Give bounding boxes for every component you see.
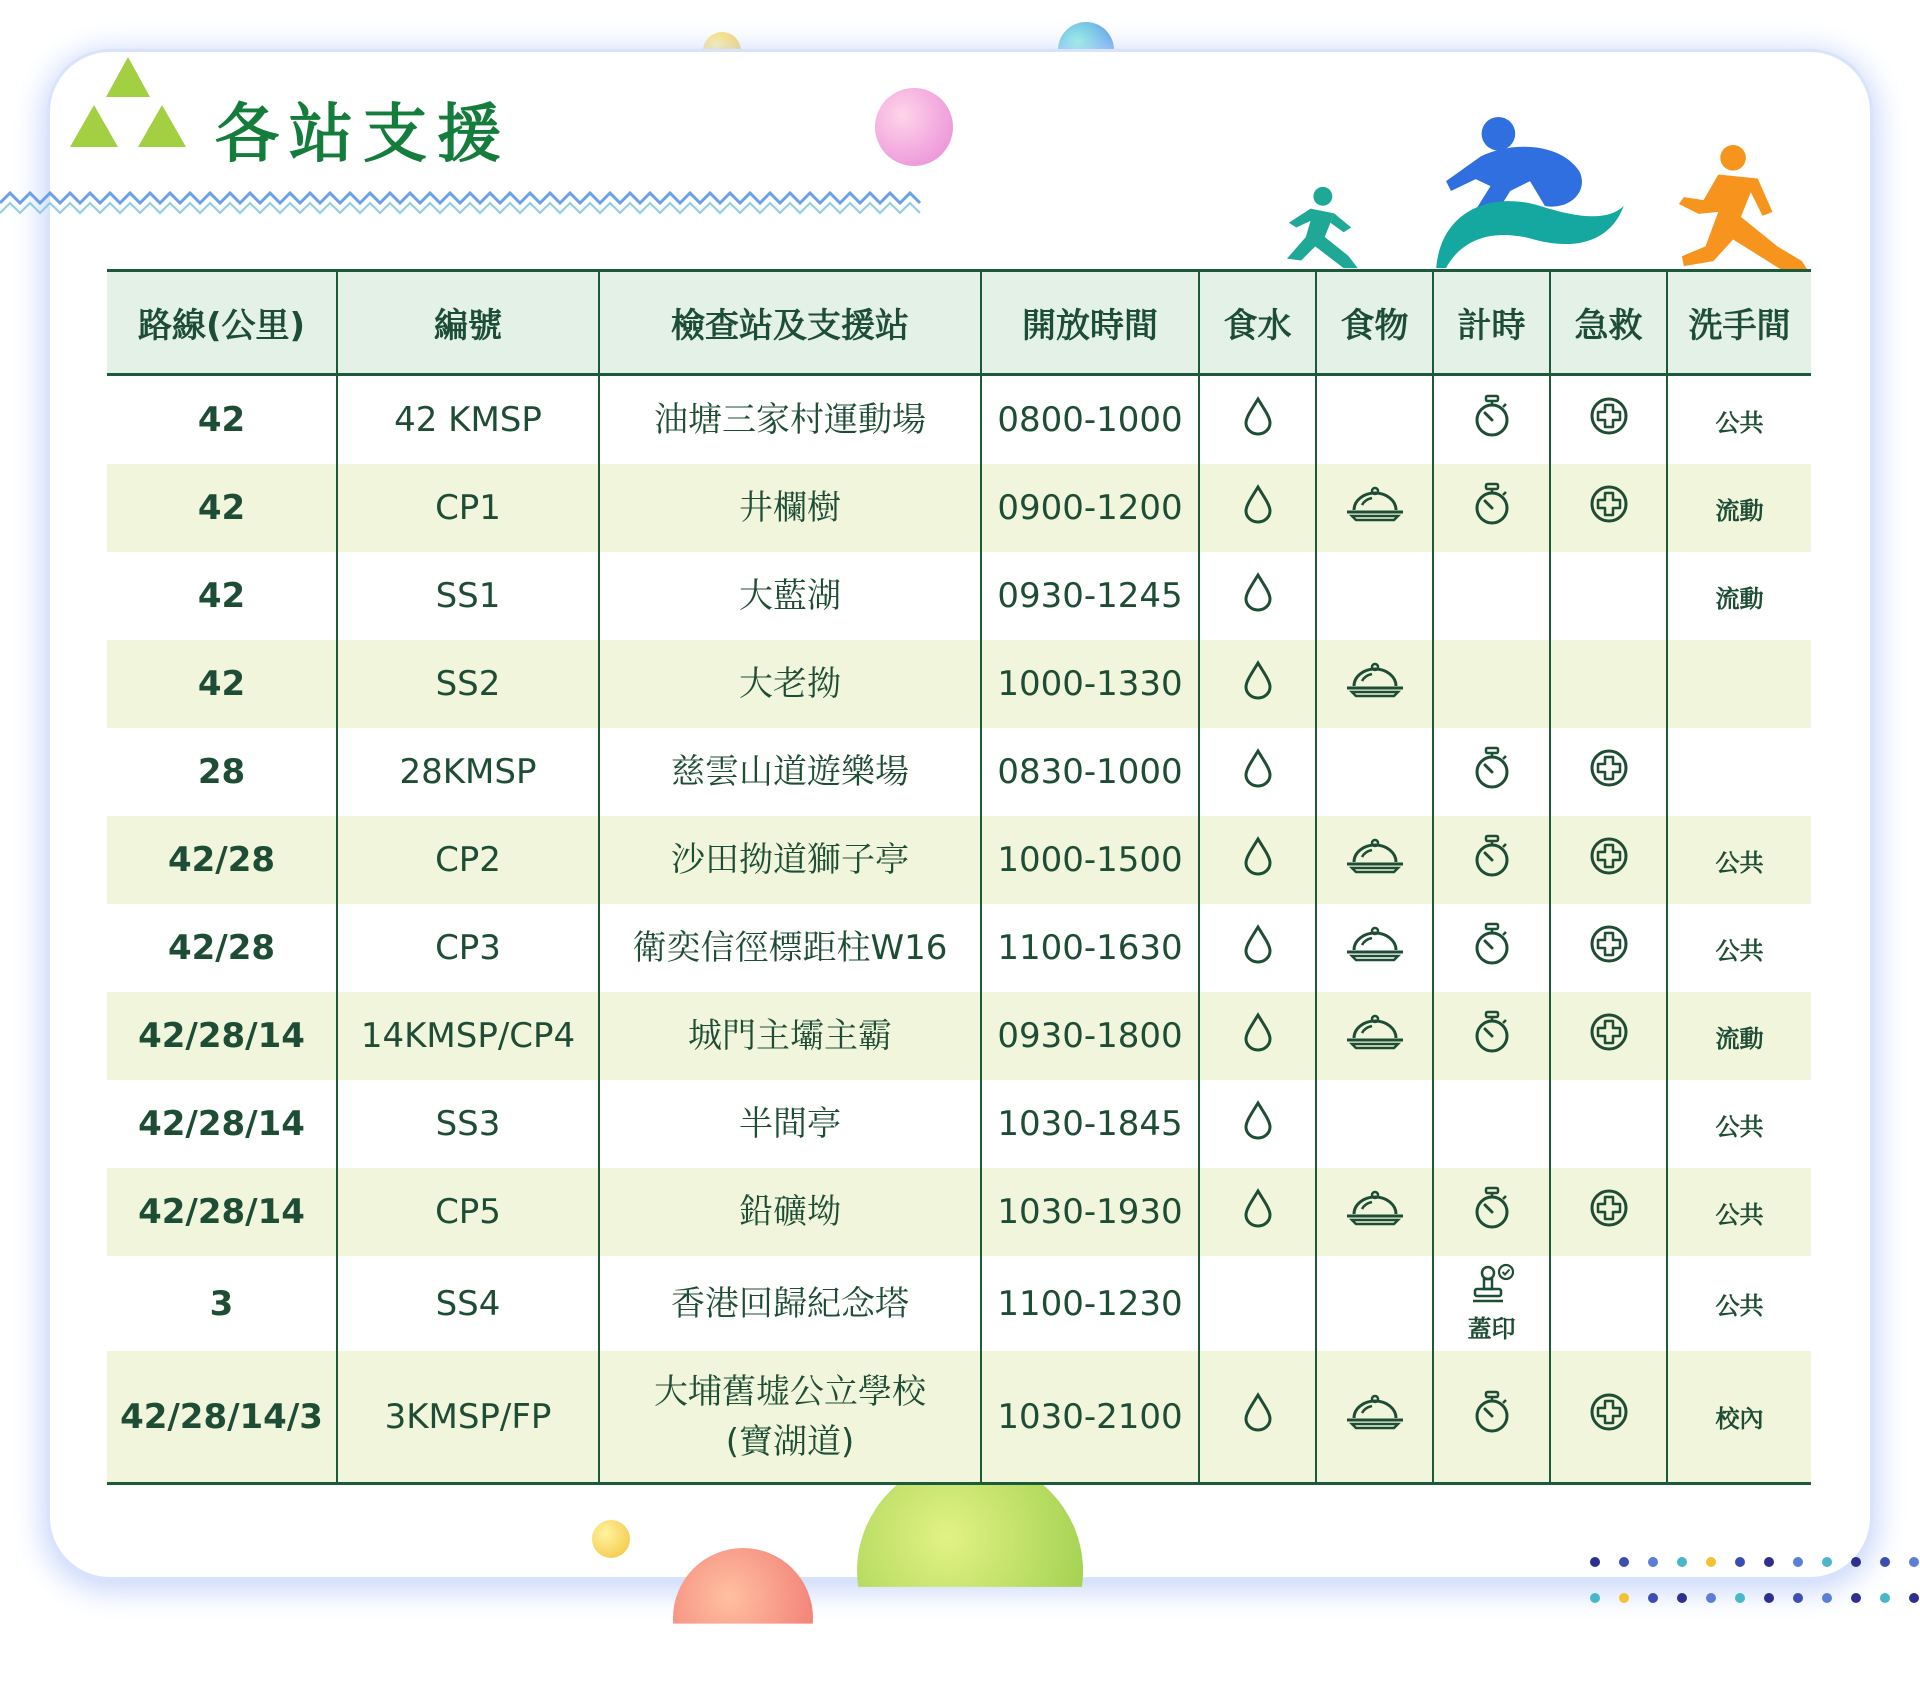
cell-station-name <box>599 1256 981 1351</box>
cell-toilet <box>1667 816 1811 904</box>
cell-open-time <box>981 992 1199 1080</box>
cell-timing <box>1433 1080 1550 1168</box>
cell-open-time <box>981 552 1199 640</box>
cell-code <box>337 1080 599 1168</box>
cell-station-name <box>599 464 981 552</box>
station-name: 慈雲山道遊樂場 <box>671 752 909 792</box>
stopwatch-icon <box>1472 1390 1512 1443</box>
cell-food <box>1316 464 1433 552</box>
station-code: CP1 <box>435 488 501 528</box>
cell-code <box>337 464 599 552</box>
route-value: 42/28/14 <box>138 1016 305 1056</box>
decor-dot <box>1880 1557 1890 1567</box>
first-aid-cross-icon <box>1588 923 1630 974</box>
runner-orange-icon <box>1663 143 1813 271</box>
toilet-type: 公共 <box>1715 936 1764 965</box>
cell-code <box>337 375 599 465</box>
cell-toilet <box>1667 904 1811 992</box>
toilet-type: 公共 <box>1715 848 1764 877</box>
cell-code <box>337 1168 599 1256</box>
cell-station-name <box>599 1080 981 1168</box>
cell-toilet <box>1667 992 1811 1080</box>
first-aid-cross-icon <box>1588 1391 1630 1442</box>
cell-first-aid <box>1550 640 1667 728</box>
col-header-route: 路線(公里) <box>107 271 337 375</box>
cell-food <box>1316 1256 1433 1351</box>
toilet-type: 公共 <box>1715 408 1764 437</box>
cell-first-aid <box>1550 1351 1667 1484</box>
cell-first-aid <box>1550 816 1667 904</box>
toilet-type: 公共 <box>1715 1112 1764 1141</box>
route-value: 28 <box>197 752 246 792</box>
cell-open-time <box>981 904 1199 992</box>
col-header-first-aid: 急救 <box>1550 271 1667 375</box>
cell-water <box>1199 375 1316 465</box>
open-time: 1030-1845 <box>997 1104 1183 1144</box>
water-drop-icon <box>1241 1012 1275 1061</box>
water-drop-icon <box>1241 836 1275 885</box>
cell-code <box>337 552 599 640</box>
station-name: 城門主壩主霸 <box>688 1016 892 1056</box>
open-time: 0830-1000 <box>997 752 1183 792</box>
cell-timing <box>1433 992 1550 1080</box>
cell-route <box>107 1080 337 1168</box>
table-row <box>107 728 1811 816</box>
food-cloche-icon <box>1344 484 1406 533</box>
decor-dot <box>1677 1593 1687 1603</box>
col-header-timing: 計時 <box>1433 271 1550 375</box>
cell-station-name <box>599 552 981 640</box>
water-drop-icon <box>1241 748 1275 797</box>
decor-bubble-pink <box>875 88 953 166</box>
station-code: CP3 <box>435 928 501 968</box>
station-name: 大埔舊墟公立學校 <box>654 1371 926 1412</box>
table-row <box>107 552 1811 640</box>
cell-toilet <box>1667 1256 1811 1351</box>
cell-food <box>1316 904 1433 992</box>
station-code: 3KMSP/FP <box>384 1396 552 1437</box>
decor-dot <box>1677 1557 1687 1567</box>
col-header-code: 編號 <box>337 271 599 375</box>
water-drop-icon <box>1241 1392 1275 1441</box>
open-time: 0930-1245 <box>997 576 1183 616</box>
stamp-label: 蓋印 <box>1467 1315 1516 1343</box>
toilet-type: 流動 <box>1715 1024 1764 1053</box>
cell-water <box>1199 1256 1316 1351</box>
decor-dot <box>1909 1557 1919 1567</box>
route-value: 42/28/14 <box>138 1104 305 1144</box>
cell-timing <box>1433 1168 1550 1256</box>
station-code: CP5 <box>435 1192 501 1232</box>
decor-dot <box>1706 1593 1716 1603</box>
cell-first-aid <box>1550 1168 1667 1256</box>
cell-toilet <box>1667 1168 1811 1256</box>
decor-bubble-green-bottom <box>857 1458 1083 1684</box>
cell-station-name <box>599 904 981 992</box>
open-time: 1030-1930 <box>997 1192 1183 1232</box>
cell-open-time <box>981 816 1199 904</box>
cell-station-name <box>599 640 981 728</box>
cell-station-name <box>599 728 981 816</box>
cell-water <box>1199 464 1316 552</box>
cell-open-time <box>981 464 1199 552</box>
cell-route <box>107 992 337 1080</box>
decor-bubble-yellow-bottom <box>592 1520 630 1558</box>
toilet-type: 公共 <box>1715 1292 1764 1320</box>
cell-food <box>1316 640 1433 728</box>
cell-water <box>1199 552 1316 640</box>
cell-code <box>337 816 599 904</box>
cell-route <box>107 640 337 728</box>
toilet-type: 流動 <box>1715 496 1764 525</box>
station-name: 井欄樹 <box>739 488 841 528</box>
decor-dot <box>1793 1593 1803 1603</box>
cell-timing <box>1433 728 1550 816</box>
cell-route <box>107 904 337 992</box>
decor-dot <box>1764 1593 1774 1603</box>
cell-station-name <box>599 1351 981 1484</box>
cell-food <box>1316 816 1433 904</box>
cell-water <box>1199 904 1316 992</box>
decor-dot <box>1648 1557 1658 1567</box>
cell-food <box>1316 375 1433 465</box>
cell-route <box>107 552 337 640</box>
route-value: 42 <box>197 664 246 704</box>
water-drop-icon <box>1241 1100 1275 1149</box>
decor-dot <box>1735 1593 1745 1603</box>
toilet-type: 流動 <box>1715 584 1764 613</box>
cell-open-time <box>981 640 1199 728</box>
cell-first-aid <box>1550 552 1667 640</box>
cell-water <box>1199 1168 1316 1256</box>
cell-code <box>337 1256 599 1351</box>
station-code: 14KMSP/CP4 <box>360 1016 576 1056</box>
stopwatch-icon <box>1472 922 1512 975</box>
station-code: SS4 <box>435 1283 501 1324</box>
water-drop-icon <box>1241 924 1275 973</box>
water-drop-icon <box>1241 572 1275 621</box>
cell-first-aid <box>1550 728 1667 816</box>
decor-dot <box>1851 1557 1861 1567</box>
food-cloche-icon <box>1344 1012 1406 1061</box>
open-time: 0800-1000 <box>997 400 1183 440</box>
first-aid-cross-icon <box>1588 1187 1630 1238</box>
cell-code <box>337 904 599 992</box>
station-name: 大老拗 <box>739 664 841 704</box>
first-aid-cross-icon <box>1588 835 1630 886</box>
route-value: 42 <box>197 576 246 616</box>
water-drop-icon <box>1241 1188 1275 1237</box>
cell-open-time <box>981 728 1199 816</box>
first-aid-cross-icon <box>1588 747 1630 798</box>
cell-timing <box>1433 904 1550 992</box>
cell-timing <box>1433 552 1550 640</box>
decor-dot <box>1735 1557 1745 1567</box>
cell-open-time <box>981 1351 1199 1484</box>
decor-dot <box>1822 1593 1832 1603</box>
cell-first-aid <box>1550 904 1667 992</box>
open-time: 1100-1630 <box>997 928 1183 968</box>
cell-food <box>1316 1351 1433 1484</box>
cell-route <box>107 375 337 465</box>
first-aid-cross-icon <box>1588 483 1630 534</box>
food-cloche-icon <box>1344 1188 1406 1237</box>
cell-station-name <box>599 375 981 465</box>
first-aid-cross-icon <box>1588 1011 1630 1062</box>
food-cloche-icon <box>1344 660 1406 709</box>
runner-small-teal-icon <box>1265 185 1375 270</box>
cell-toilet <box>1667 552 1811 640</box>
cell-route <box>107 816 337 904</box>
open-time: 1100-1230 <box>997 1283 1183 1324</box>
decor-bubble-red-bottom <box>673 1548 813 1688</box>
cell-timing <box>1433 1256 1550 1351</box>
cell-code <box>337 728 599 816</box>
cell-water <box>1199 640 1316 728</box>
cell-food <box>1316 1168 1433 1256</box>
triangle-logo-icon <box>68 55 188 165</box>
cell-open-time <box>981 1168 1199 1256</box>
cell-timing <box>1433 816 1550 904</box>
toilet-type: 公共 <box>1715 1200 1764 1229</box>
route-value: 42/28/14 <box>138 1192 305 1232</box>
route-value: 3 <box>209 1283 234 1324</box>
decor-dot <box>1764 1557 1774 1567</box>
cell-food <box>1316 1080 1433 1168</box>
cell-timing <box>1433 640 1550 728</box>
open-time: 0930-1800 <box>997 1016 1183 1056</box>
table-body <box>107 375 1811 1484</box>
station-code: 42 KMSP <box>394 400 542 440</box>
stopwatch-icon <box>1472 482 1512 535</box>
food-cloche-icon <box>1344 924 1406 973</box>
col-header-station: 檢查站及支援站 <box>599 271 981 375</box>
table-row <box>107 640 1811 728</box>
table-row <box>107 1080 1811 1168</box>
cell-timing <box>1433 1351 1550 1484</box>
runner-large-blue-icon <box>1430 112 1630 270</box>
route-value: 42/28/14/3 <box>120 1396 323 1437</box>
route-value: 42 <box>197 488 246 528</box>
cell-route <box>107 1168 337 1256</box>
dot-pattern-icon <box>1585 1550 1920 1610</box>
station-code: CP2 <box>435 840 501 880</box>
cell-route <box>107 464 337 552</box>
station-code: SS2 <box>435 664 501 704</box>
cell-toilet <box>1667 640 1811 728</box>
cell-first-aid <box>1550 375 1667 465</box>
cell-first-aid <box>1550 1080 1667 1168</box>
cell-route <box>107 1256 337 1351</box>
water-drop-icon <box>1241 396 1275 445</box>
cell-first-aid <box>1550 992 1667 1080</box>
cell-water <box>1199 992 1316 1080</box>
cell-toilet <box>1667 1351 1811 1484</box>
decor-dot <box>1590 1593 1600 1603</box>
decor-dot <box>1909 1593 1919 1603</box>
cell-toilet <box>1667 728 1811 816</box>
cell-route <box>107 1351 337 1484</box>
decor-dot <box>1648 1593 1658 1603</box>
col-header-toilet: 洗手間 <box>1667 271 1811 375</box>
col-header-water: 食水 <box>1199 271 1316 375</box>
water-drop-icon <box>1241 484 1275 533</box>
cell-toilet <box>1667 464 1811 552</box>
station-name-note: (寶湖道) <box>725 1421 855 1462</box>
stamp-icon <box>1469 1263 1515 1314</box>
first-aid-cross-icon <box>1588 395 1630 446</box>
zigzag-divider-icon <box>0 183 930 219</box>
cell-code <box>337 992 599 1080</box>
route-value: 42/28 <box>167 928 276 968</box>
cell-first-aid <box>1550 1256 1667 1351</box>
stopwatch-icon <box>1472 746 1512 799</box>
open-time: 0900-1200 <box>997 488 1183 528</box>
toilet-type: 校內 <box>1715 1405 1764 1433</box>
table-header-row <box>107 271 1811 375</box>
cell-toilet <box>1667 1080 1811 1168</box>
station-name: 大藍湖 <box>739 576 841 616</box>
food-cloche-icon <box>1344 836 1406 885</box>
station-code: SS1 <box>435 576 501 616</box>
cell-water <box>1199 1351 1316 1484</box>
route-value: 42 <box>197 400 246 440</box>
stopwatch-icon <box>1472 1186 1512 1239</box>
cell-water <box>1199 1080 1316 1168</box>
decor-dot <box>1619 1557 1629 1567</box>
cell-food <box>1316 552 1433 640</box>
cell-timing <box>1433 375 1550 465</box>
cell-water <box>1199 728 1316 816</box>
decor-dot <box>1880 1593 1890 1603</box>
station-code: 28KMSP <box>399 752 537 792</box>
table-row <box>107 464 1811 552</box>
station-name: 鉛礦坳 <box>739 1192 841 1232</box>
open-time: 1030-2100 <box>997 1396 1183 1437</box>
table-row <box>107 1351 1811 1484</box>
cell-code <box>337 640 599 728</box>
stopwatch-icon <box>1472 394 1512 447</box>
cell-station-name <box>599 816 981 904</box>
table-row <box>107 992 1811 1080</box>
station-name: 衛奕信徑標距柱W16 <box>632 928 948 968</box>
water-drop-icon <box>1241 660 1275 709</box>
station-name: 油塘三家村運動場 <box>654 400 926 440</box>
station-name: 半間亭 <box>739 1104 841 1144</box>
stations-table <box>107 269 1811 1485</box>
table-row <box>107 904 1811 992</box>
cell-route <box>107 728 337 816</box>
col-header-food: 食物 <box>1316 271 1433 375</box>
decor-dot <box>1822 1557 1832 1567</box>
cell-open-time <box>981 375 1199 465</box>
cell-food <box>1316 992 1433 1080</box>
stopwatch-icon <box>1472 1010 1512 1063</box>
cell-code <box>337 1351 599 1484</box>
decor-dot <box>1619 1593 1629 1603</box>
food-cloche-icon <box>1344 1392 1406 1441</box>
cell-first-aid <box>1550 464 1667 552</box>
route-value: 42/28 <box>167 840 276 880</box>
decor-dot <box>1793 1557 1803 1567</box>
cell-timing <box>1433 464 1550 552</box>
decor-dot <box>1590 1557 1600 1567</box>
table-row <box>107 375 1811 465</box>
page-title: 各站支援 <box>215 98 511 172</box>
cell-open-time <box>981 1256 1199 1351</box>
station-name: 沙田拗道獅子亭 <box>671 840 909 880</box>
cell-station-name <box>599 1168 981 1256</box>
station-code: SS3 <box>435 1104 501 1144</box>
station-name: 香港回歸紀念塔 <box>671 1283 909 1324</box>
table-row <box>107 816 1811 904</box>
decor-dot <box>1706 1557 1716 1567</box>
cell-food <box>1316 728 1433 816</box>
open-time: 1000-1500 <box>997 840 1183 880</box>
open-time: 1000-1330 <box>997 664 1183 704</box>
cell-open-time <box>981 1080 1199 1168</box>
table-row <box>107 1256 1811 1351</box>
table-row <box>107 1168 1811 1256</box>
stopwatch-icon <box>1472 834 1512 887</box>
cell-station-name <box>599 992 981 1080</box>
cell-water <box>1199 816 1316 904</box>
cell-toilet <box>1667 375 1811 465</box>
decor-dot <box>1851 1593 1861 1603</box>
col-header-open-time: 開放時間 <box>981 271 1199 375</box>
